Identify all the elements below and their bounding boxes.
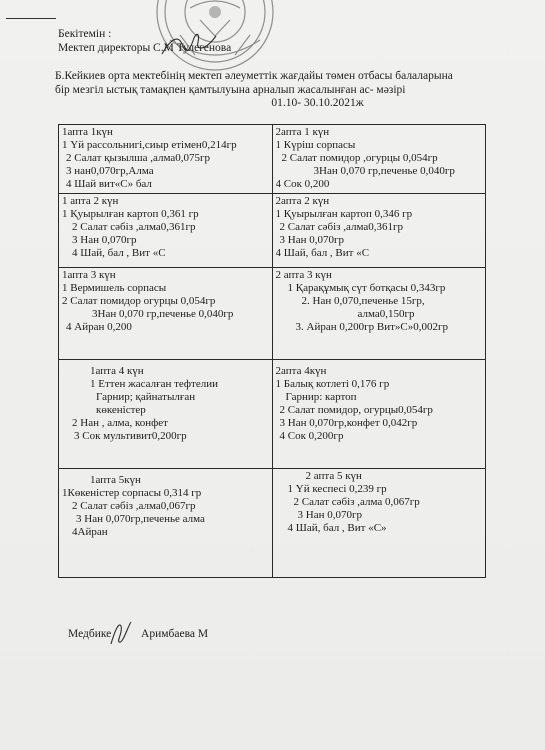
title-dates: 01.10- 30.10.2021ж: [271, 97, 364, 109]
title-line-1: Б.Кейкиев орта мектебінің мектеп әлеуметтік жағдайы төмен отбасы балаларына: [55, 70, 453, 82]
menu-cell-week2-day4: 2апта 4күн 1 Балық котлеті 0,176 гр Гарнир: картоп 2 Салат помидор, огурцы0,054гр 3 Нан 0,070гр,конфет 0,042гр 4 Сок 0,200гр: [272, 360, 486, 469]
table-row: [59, 125, 486, 194]
menu-cell-week2-day2: 2апта 2 күн 1 Қуырылған картоп 0,346 гр 2 Салат сәбіз ,алма0,361гр 3 Нан 0,070гр 4 Шай, бал , Вит «С: [272, 194, 486, 268]
nurse-name: Аримбаева М: [141, 628, 209, 640]
menu-cell-week1-day3: 1апта 3 күн 1 Вермишель сорпасы 2 Салат помидор огурцы 0,054гр 3Нан 0,070 гр,печенье 0,040гр 4 Айран 0,200: [59, 268, 273, 360]
nurse-signature: [107, 618, 135, 653]
document-title: [55, 70, 525, 111]
table-row: [59, 268, 486, 360]
approval-line-1: Бекітемін :: [58, 28, 112, 40]
menu-cell-week1-day4: 1апта 4 күн 1 Еттен жасалған тефтелии Гарнир; қайнатылған көкеністер 2 Нан , алма, конфет 3 Сок мультивит0,200гр: [59, 360, 273, 469]
table-row: [59, 469, 486, 578]
director-signature: [160, 30, 220, 65]
corner-rule: [6, 18, 56, 19]
menu-table: [58, 124, 486, 578]
menu-cell-week1-day5: 1апта 5күн 1Көкеністер сорпасы 0,314 гр 2 Салат сәбіз ,алма0,067гр 3 Нан 0,070гр,печенье алма 4Айран: [59, 469, 273, 578]
table-row: [59, 360, 486, 469]
menu-cell-week1-day1: 1апта 1күн 1 Үй рассольнигі,сиыр етімен0,214гр 2 Салат қызылша ,алма0,075гр 3 нан0,070гр,Алма 4 Шай вит«С» бал: [59, 125, 273, 194]
menu-cell-week2-day1: 2апта 1 күн 1 Күріш сорпасы 2 Салат помидор ,огурцы 0,054гр 3Нан 0,070 гр,печенье 0,040гр 4 Сок 0,200: [272, 125, 486, 194]
nurse-signature-line: [68, 628, 208, 640]
menu-cell-week2-day5: 2 апта 5 күн 1 Үй кеспесі 0,239 гр 2 Салат сәбіз ,алма 0,067гр 3 Нан 0,070гр 4 Шай, бал , Вит «С»: [272, 469, 486, 578]
title-line-2: бір мезгіл ыстық тамақпен қамтылуына арналып жасалынған ас- мәзірі: [55, 83, 406, 96]
approval-line-2: Мектеп директоры С.М Тулегенова: [58, 42, 232, 54]
menu-cell-week1-day2: 1 апта 2 күн 1 Қуырылған картоп 0,361 гр 2 Салат сәбіз ,алма0,361гр 3 Нан 0,070гр 4 Шай, бал , Вит «С: [59, 194, 273, 268]
menu-cell-week2-day3: 2 апта 3 күн 1 Қарақұмық сүт ботқасы 0,343гр 2. Нан 0,070,печенье 15гр, алма0,150гр 3. Айран 0,200гр Вит»С»0,002гр: [272, 268, 486, 360]
nurse-label: Медбике: [68, 628, 112, 640]
table-row: [59, 194, 486, 268]
